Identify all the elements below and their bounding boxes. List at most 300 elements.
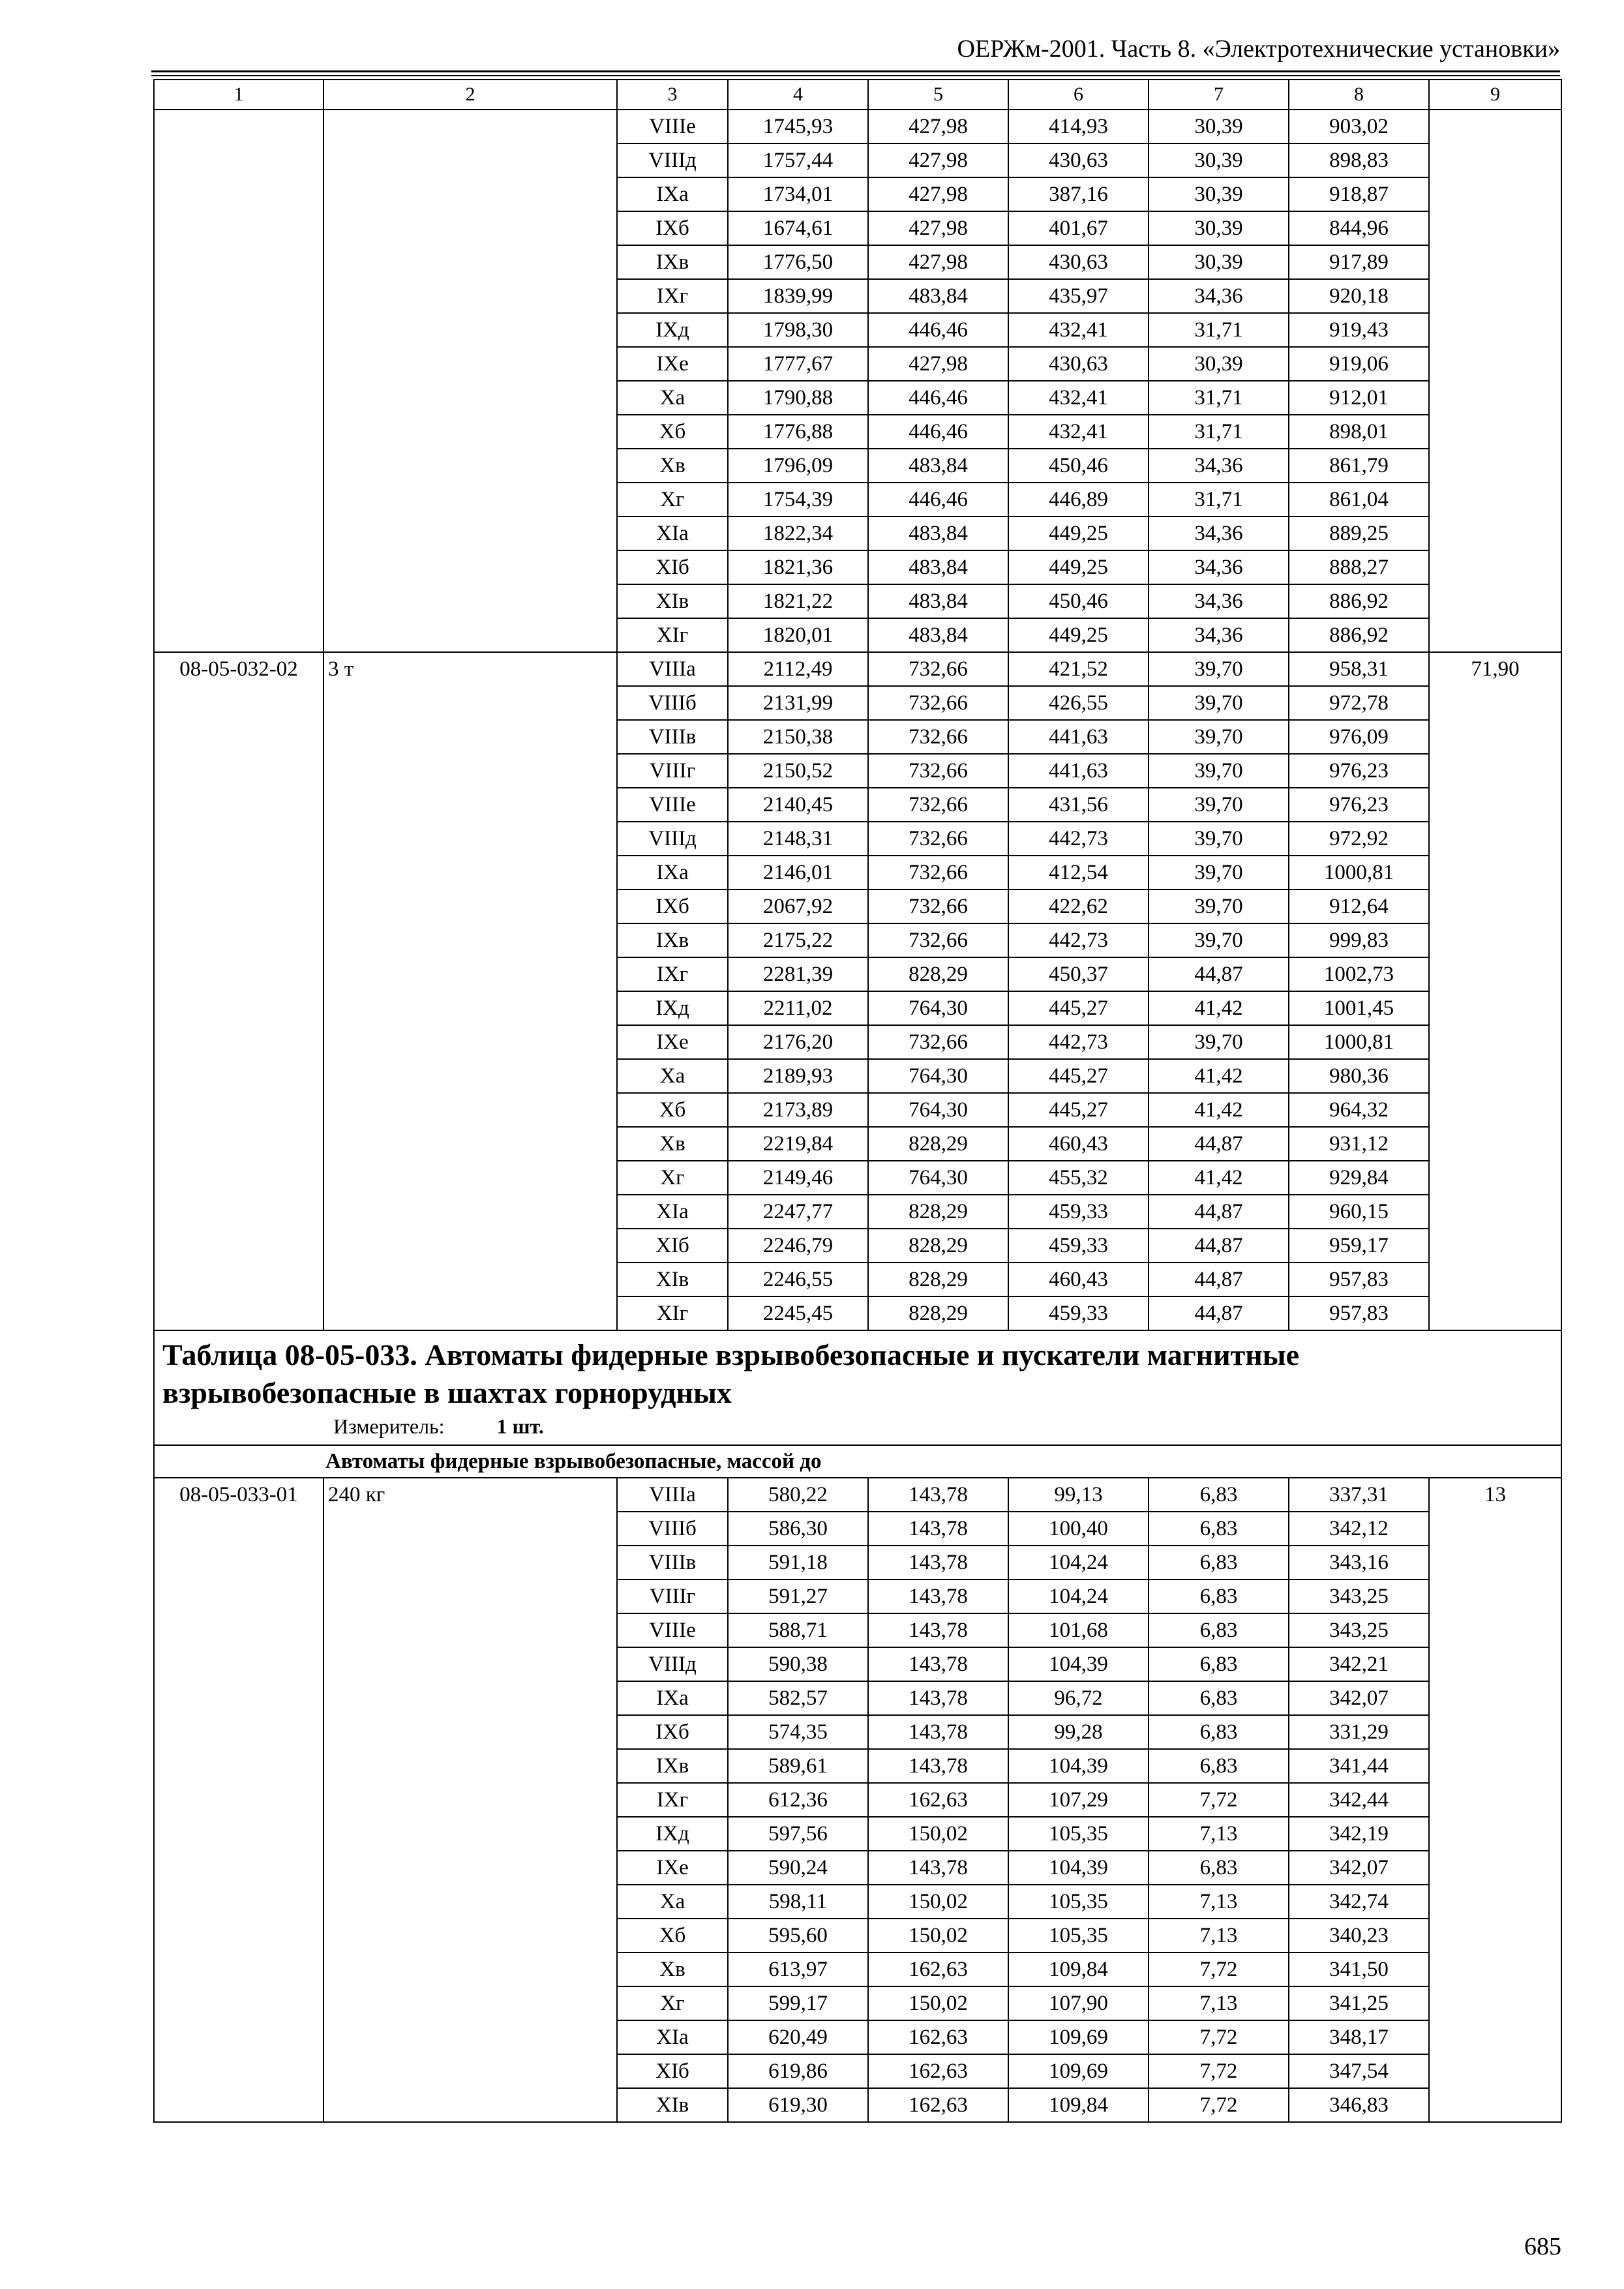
value-cell: 828,29 xyxy=(868,1296,1008,1330)
value-cell: 430,63 xyxy=(1008,143,1149,177)
value-cell: 7,72 xyxy=(1149,1952,1289,1986)
subheading-row xyxy=(154,1445,1561,1478)
code-cell: 08-05-033-01 xyxy=(154,1478,323,2122)
value-cell: VIIIв xyxy=(617,1546,728,1579)
value-cell: Xа xyxy=(617,381,728,415)
subheading: Автоматы фидерные взрывобезопасные, массой до xyxy=(154,1445,1561,1478)
value-cell: 342,12 xyxy=(1289,1512,1429,1546)
value-cell: 331,29 xyxy=(1289,1715,1429,1749)
value-cell: 1002,73 xyxy=(1289,957,1429,991)
value-cell: 2246,79 xyxy=(728,1229,868,1263)
value-cell: 919,06 xyxy=(1289,347,1429,381)
value-cell: 598,11 xyxy=(728,1885,868,1919)
value-cell: 101,68 xyxy=(1008,1613,1149,1647)
value-cell: 44,87 xyxy=(1149,1229,1289,1263)
value-cell: 960,15 xyxy=(1289,1195,1429,1229)
value-cell: 100,40 xyxy=(1008,1512,1149,1546)
value-cell: 6,83 xyxy=(1149,1478,1289,1512)
value-cell: VIIIг xyxy=(617,754,728,788)
value-cell: VIIIа xyxy=(617,1478,728,1512)
value-cell: XIв xyxy=(617,584,728,618)
value-cell: 976,23 xyxy=(1289,788,1429,822)
value-cell: VIIIе xyxy=(617,1613,728,1647)
value-cell: IXе xyxy=(617,1025,728,1059)
value-cell: 597,56 xyxy=(728,1817,868,1851)
value-cell: 1754,39 xyxy=(728,483,868,516)
value-cell: Xб xyxy=(617,1919,728,1952)
value-cell: 39,70 xyxy=(1149,856,1289,890)
value-cell: 898,01 xyxy=(1289,415,1429,449)
value-cell: 432,41 xyxy=(1008,381,1149,415)
value-cell: 431,56 xyxy=(1008,788,1149,822)
value-cell: 1777,67 xyxy=(728,347,868,381)
value-cell: 6,83 xyxy=(1149,1681,1289,1715)
value-cell: 6,83 xyxy=(1149,1613,1289,1647)
value-cell: 1000,81 xyxy=(1289,1025,1429,1059)
value-cell: 347,54 xyxy=(1289,2054,1429,2088)
table-title-row xyxy=(154,1330,1561,1445)
value-cell: 150,02 xyxy=(868,1885,1008,1919)
value-cell: 6,83 xyxy=(1149,1715,1289,1749)
code-cell xyxy=(154,110,323,652)
value-cell: 619,30 xyxy=(728,2088,868,2122)
value-cell: 957,83 xyxy=(1289,1263,1429,1296)
value-cell: 828,29 xyxy=(868,1263,1008,1296)
value-cell: 1820,01 xyxy=(728,618,868,652)
value-cell: 591,27 xyxy=(728,1579,868,1613)
value-cell: 2148,31 xyxy=(728,822,868,856)
table-row xyxy=(154,652,1561,686)
measure-value: 1 шт. xyxy=(496,1414,544,1438)
value-cell: XIг xyxy=(617,618,728,652)
value-cell: Xв xyxy=(617,1127,728,1161)
value-cell: 441,63 xyxy=(1008,754,1149,788)
value-cell: 931,12 xyxy=(1289,1127,1429,1161)
value-cell: Xа xyxy=(617,1885,728,1919)
table-row xyxy=(154,1478,1561,1512)
value-cell: 1822,34 xyxy=(728,516,868,550)
value-cell: 109,84 xyxy=(1008,1952,1149,1986)
value-cell: 920,18 xyxy=(1289,279,1429,313)
value-cell: 6,83 xyxy=(1149,1851,1289,1885)
value-cell: 976,23 xyxy=(1289,754,1429,788)
value-cell: 39,70 xyxy=(1149,890,1289,923)
value-cell: IXв xyxy=(617,923,728,957)
column-number-row xyxy=(154,80,1561,110)
table-title: Таблица 08-05-033. Автоматы фидерные взрывобезопасные и пускатели магнитные взрывобезопасные в шахтах горнорудных xyxy=(162,1338,1300,1409)
value-cell: 732,66 xyxy=(868,720,1008,754)
value-cell: 483,84 xyxy=(868,618,1008,652)
value-cell: 582,57 xyxy=(728,1681,868,1715)
value-cell: 599,17 xyxy=(728,1986,868,2020)
value-cell: 30,39 xyxy=(1149,347,1289,381)
value-cell: 2246,55 xyxy=(728,1263,868,1296)
value-cell: 342,07 xyxy=(1289,1851,1429,1885)
value-cell: 162,63 xyxy=(868,1783,1008,1817)
value-cell: 342,74 xyxy=(1289,1885,1429,1919)
value-cell: 2173,89 xyxy=(728,1093,868,1127)
value-cell: 6,83 xyxy=(1149,1579,1289,1613)
value-cell: 7,72 xyxy=(1149,2054,1289,2088)
value-cell: 430,63 xyxy=(1008,245,1149,279)
value-cell: 828,29 xyxy=(868,1195,1008,1229)
value-cell: 844,96 xyxy=(1289,211,1429,245)
value-cell: 886,92 xyxy=(1289,618,1429,652)
value-cell: 348,17 xyxy=(1289,2020,1429,2054)
value-cell: 7,13 xyxy=(1149,1817,1289,1851)
value-cell: XIа xyxy=(617,2020,728,2054)
column-number: 6 xyxy=(1008,80,1149,110)
value-cell: 34,36 xyxy=(1149,449,1289,483)
table-row xyxy=(154,110,1561,143)
value-cell: 432,41 xyxy=(1008,313,1149,347)
value-cell: 143,78 xyxy=(868,1478,1008,1512)
value-cell: VIIIд xyxy=(617,143,728,177)
header-rule-thin xyxy=(151,75,1560,76)
value-cell: 886,92 xyxy=(1289,584,1429,618)
value-cell: 41,42 xyxy=(1149,1161,1289,1195)
value-cell: 446,46 xyxy=(868,381,1008,415)
value-cell: XIа xyxy=(617,516,728,550)
value-cell: Xб xyxy=(617,415,728,449)
value-cell: 591,18 xyxy=(728,1546,868,1579)
value-cell: 401,67 xyxy=(1008,211,1149,245)
value-cell: 427,98 xyxy=(868,110,1008,143)
extra-cell xyxy=(1429,110,1561,652)
value-cell: 107,90 xyxy=(1008,1986,1149,2020)
value-cell: 34,36 xyxy=(1149,550,1289,584)
value-cell: 441,63 xyxy=(1008,720,1149,754)
value-cell: 2219,84 xyxy=(728,1127,868,1161)
value-cell: 828,29 xyxy=(868,957,1008,991)
value-cell: 2150,52 xyxy=(728,754,868,788)
value-cell: 999,83 xyxy=(1289,923,1429,957)
value-cell: 764,30 xyxy=(868,1059,1008,1093)
value-cell: Xб xyxy=(617,1093,728,1127)
value-cell: VIIIд xyxy=(617,1647,728,1681)
value-cell: 41,42 xyxy=(1149,991,1289,1025)
value-cell: 44,87 xyxy=(1149,1263,1289,1296)
value-cell: 162,63 xyxy=(868,2054,1008,2088)
value-cell: 427,98 xyxy=(868,245,1008,279)
value-cell: Xа xyxy=(617,1059,728,1093)
value-cell: IXа xyxy=(617,1681,728,1715)
value-cell: 30,39 xyxy=(1149,245,1289,279)
value-cell: 34,36 xyxy=(1149,279,1289,313)
value-cell: 99,28 xyxy=(1008,1715,1149,1749)
value-cell: 104,39 xyxy=(1008,1647,1149,1681)
value-cell: 430,63 xyxy=(1008,347,1149,381)
value-cell: XIг xyxy=(617,1296,728,1330)
value-cell: 828,29 xyxy=(868,1127,1008,1161)
value-cell: 483,84 xyxy=(868,584,1008,618)
value-cell: 1674,61 xyxy=(728,211,868,245)
value-cell: 732,66 xyxy=(868,788,1008,822)
value-cell: 2247,77 xyxy=(728,1195,868,1229)
column-number: 9 xyxy=(1429,80,1561,110)
value-cell: 442,73 xyxy=(1008,822,1149,856)
value-cell: VIIIд xyxy=(617,822,728,856)
page-number: 685 xyxy=(1524,2233,1561,2260)
price-table xyxy=(153,79,1562,2123)
value-cell: 442,73 xyxy=(1008,1025,1149,1059)
value-cell: 162,63 xyxy=(868,2088,1008,2122)
value-cell: 959,17 xyxy=(1289,1229,1429,1263)
value-cell: VIIIа xyxy=(617,652,728,686)
value-cell: 39,70 xyxy=(1149,720,1289,754)
value-cell: 589,61 xyxy=(728,1749,868,1783)
value-cell: 1821,36 xyxy=(728,550,868,584)
value-cell: 31,71 xyxy=(1149,381,1289,415)
value-cell: 342,21 xyxy=(1289,1647,1429,1681)
value-cell: IXг xyxy=(617,279,728,313)
value-cell: 460,43 xyxy=(1008,1263,1149,1296)
value-cell: 459,33 xyxy=(1008,1195,1149,1229)
value-cell: 450,37 xyxy=(1008,957,1149,991)
value-cell: 460,43 xyxy=(1008,1127,1149,1161)
value-cell: 342,44 xyxy=(1289,1783,1429,1817)
value-cell: 109,84 xyxy=(1008,2088,1149,2122)
measure-label: Измеритель: xyxy=(333,1414,445,1438)
value-cell: 732,66 xyxy=(868,686,1008,720)
value-cell: 919,43 xyxy=(1289,313,1429,347)
value-cell: VIIIе xyxy=(617,110,728,143)
extra-cell: 13 xyxy=(1429,1478,1561,2122)
value-cell: 446,46 xyxy=(868,483,1008,516)
value-cell: 912,64 xyxy=(1289,890,1429,923)
value-cell: 143,78 xyxy=(868,1647,1008,1681)
value-cell: 7,72 xyxy=(1149,2020,1289,2054)
value-cell: 30,39 xyxy=(1149,143,1289,177)
value-cell: 445,27 xyxy=(1008,991,1149,1025)
value-cell: 343,25 xyxy=(1289,1579,1429,1613)
value-cell: 450,46 xyxy=(1008,449,1149,483)
value-cell: 34,36 xyxy=(1149,584,1289,618)
value-cell: XIб xyxy=(617,2054,728,2088)
value-cell: XIв xyxy=(617,1263,728,1296)
value-cell: 483,84 xyxy=(868,550,1008,584)
value-cell: 957,83 xyxy=(1289,1296,1429,1330)
value-cell: 595,60 xyxy=(728,1919,868,1952)
value-cell: IXе xyxy=(617,347,728,381)
value-cell: 343,25 xyxy=(1289,1613,1429,1647)
value-cell: 7,72 xyxy=(1149,2088,1289,2122)
value-cell: 590,24 xyxy=(728,1851,868,1885)
value-cell: 764,30 xyxy=(868,1161,1008,1195)
value-cell: 580,22 xyxy=(728,1478,868,1512)
column-number: 4 xyxy=(728,80,868,110)
value-cell: 143,78 xyxy=(868,1512,1008,1546)
value-cell: 104,39 xyxy=(1008,1749,1149,1783)
value-cell: 34,36 xyxy=(1149,618,1289,652)
value-cell: 427,98 xyxy=(868,347,1008,381)
value-cell: 109,69 xyxy=(1008,2054,1149,2088)
value-cell: 917,89 xyxy=(1289,245,1429,279)
value-cell: 2067,92 xyxy=(728,890,868,923)
value-cell: 34,36 xyxy=(1149,516,1289,550)
value-cell: Xв xyxy=(617,1952,728,1986)
value-cell: Xг xyxy=(617,1161,728,1195)
value-cell: 619,86 xyxy=(728,2054,868,2088)
value-cell: 972,92 xyxy=(1289,822,1429,856)
value-cell: 39,70 xyxy=(1149,1025,1289,1059)
value-cell: 861,04 xyxy=(1289,483,1429,516)
value-cell: 732,66 xyxy=(868,754,1008,788)
value-cell: 44,87 xyxy=(1149,1296,1289,1330)
value-cell: 342,07 xyxy=(1289,1681,1429,1715)
value-cell: IXе xyxy=(617,1851,728,1885)
value-cell: XIа xyxy=(617,1195,728,1229)
value-cell: 7,72 xyxy=(1149,1783,1289,1817)
value-cell: IXв xyxy=(617,1749,728,1783)
value-cell: 414,93 xyxy=(1008,110,1149,143)
value-cell: 150,02 xyxy=(868,1919,1008,1952)
value-cell: 612,36 xyxy=(728,1783,868,1817)
value-cell: 732,66 xyxy=(868,890,1008,923)
value-cell: 613,97 xyxy=(728,1952,868,1986)
value-cell: 341,44 xyxy=(1289,1749,1429,1783)
value-cell: IXд xyxy=(617,991,728,1025)
column-number: 3 xyxy=(617,80,728,110)
value-cell: 2140,45 xyxy=(728,788,868,822)
value-cell: VIIIв xyxy=(617,720,728,754)
column-number: 1 xyxy=(154,80,323,110)
value-cell: IXд xyxy=(617,313,728,347)
value-cell: 483,84 xyxy=(868,279,1008,313)
value-cell: 39,70 xyxy=(1149,923,1289,957)
value-cell: IXб xyxy=(617,211,728,245)
value-cell: 342,19 xyxy=(1289,1817,1429,1851)
value-cell: 732,66 xyxy=(868,856,1008,890)
name-cell: 240 кг xyxy=(323,1478,617,2122)
value-cell: 143,78 xyxy=(868,1613,1008,1647)
column-number: 8 xyxy=(1289,80,1429,110)
value-cell: 346,83 xyxy=(1289,2088,1429,2122)
value-cell: 31,71 xyxy=(1149,483,1289,516)
name-cell xyxy=(323,110,617,652)
value-cell: 590,38 xyxy=(728,1647,868,1681)
value-cell: 143,78 xyxy=(868,1579,1008,1613)
value-cell: 732,66 xyxy=(868,822,1008,856)
column-number: 7 xyxy=(1149,80,1289,110)
value-cell: 586,30 xyxy=(728,1512,868,1546)
value-cell: 162,63 xyxy=(868,1952,1008,1986)
value-cell: 449,25 xyxy=(1008,516,1149,550)
value-cell: 6,83 xyxy=(1149,1647,1289,1681)
value-cell: 958,31 xyxy=(1289,652,1429,686)
table2-body xyxy=(154,1330,1561,2122)
value-cell: 343,16 xyxy=(1289,1546,1429,1579)
value-cell: IXа xyxy=(617,177,728,211)
value-cell: 143,78 xyxy=(868,1715,1008,1749)
value-cell: 99,13 xyxy=(1008,1478,1149,1512)
value-cell: IXб xyxy=(617,1715,728,1749)
header-rule xyxy=(151,70,1560,72)
value-cell: 732,66 xyxy=(868,1025,1008,1059)
value-cell: 105,35 xyxy=(1008,1885,1149,1919)
value-cell: 1757,44 xyxy=(728,143,868,177)
value-cell: 446,46 xyxy=(868,313,1008,347)
value-cell: 2131,99 xyxy=(728,686,868,720)
value-cell: 976,09 xyxy=(1289,720,1429,754)
value-cell: 912,01 xyxy=(1289,381,1429,415)
value-cell: IXб xyxy=(617,890,728,923)
value-cell: IXг xyxy=(617,1783,728,1817)
code-cell: 08-05-032-02 xyxy=(154,652,323,1330)
table-title-cell xyxy=(154,1330,1561,1445)
value-cell: IXа xyxy=(617,856,728,890)
value-cell: 889,25 xyxy=(1289,516,1429,550)
value-cell: 764,30 xyxy=(868,1093,1008,1127)
value-cell: 2245,45 xyxy=(728,1296,868,1330)
value-cell: 1798,30 xyxy=(728,313,868,347)
value-cell: 732,66 xyxy=(868,652,1008,686)
running-header: ОЕРЖм-2001. Часть 8. «Электротехнические установки» xyxy=(957,35,1560,63)
value-cell: 888,27 xyxy=(1289,550,1429,584)
value-cell: 31,71 xyxy=(1149,313,1289,347)
value-cell: 109,69 xyxy=(1008,2020,1149,2054)
value-cell: 828,29 xyxy=(868,1229,1008,1263)
value-cell: 6,83 xyxy=(1149,1512,1289,1546)
column-number: 2 xyxy=(323,80,617,110)
value-cell: VIIIб xyxy=(617,686,728,720)
value-cell: 2189,93 xyxy=(728,1059,868,1093)
value-cell: Xв xyxy=(617,449,728,483)
value-cell: 442,73 xyxy=(1008,923,1149,957)
value-cell: 30,39 xyxy=(1149,211,1289,245)
value-cell: 2281,39 xyxy=(728,957,868,991)
value-cell: 972,78 xyxy=(1289,686,1429,720)
value-cell: VIIIе xyxy=(617,788,728,822)
value-cell: 903,02 xyxy=(1289,110,1429,143)
value-cell: XIб xyxy=(617,550,728,584)
value-cell: 427,98 xyxy=(868,143,1008,177)
value-cell: 105,35 xyxy=(1008,1817,1149,1851)
value-cell: Xг xyxy=(617,1986,728,2020)
value-cell: 39,70 xyxy=(1149,754,1289,788)
value-cell: 918,87 xyxy=(1289,177,1429,211)
value-cell: 574,35 xyxy=(728,1715,868,1749)
value-cell: 39,70 xyxy=(1149,686,1289,720)
value-cell: XIв xyxy=(617,2088,728,2122)
value-cell: IXв xyxy=(617,245,728,279)
value-cell: 30,39 xyxy=(1149,177,1289,211)
value-cell: 483,84 xyxy=(868,449,1008,483)
value-cell: 341,50 xyxy=(1289,1952,1429,1986)
value-cell: 483,84 xyxy=(868,516,1008,550)
name-cell: 3 т xyxy=(323,652,617,1330)
value-cell: 39,70 xyxy=(1149,788,1289,822)
value-cell: 980,36 xyxy=(1289,1059,1429,1093)
value-cell: 421,52 xyxy=(1008,652,1149,686)
value-cell: 340,23 xyxy=(1289,1919,1429,1952)
value-cell: 39,70 xyxy=(1149,822,1289,856)
value-cell: 41,42 xyxy=(1149,1093,1289,1127)
value-cell: 44,87 xyxy=(1149,957,1289,991)
value-cell: 449,25 xyxy=(1008,550,1149,584)
value-cell: 2175,22 xyxy=(728,923,868,957)
value-cell: 898,83 xyxy=(1289,143,1429,177)
value-cell: 459,33 xyxy=(1008,1229,1149,1263)
value-cell: 7,13 xyxy=(1149,1986,1289,2020)
value-cell: 44,87 xyxy=(1149,1127,1289,1161)
value-cell: 2146,01 xyxy=(728,856,868,890)
value-cell: 143,78 xyxy=(868,1681,1008,1715)
value-cell: 1776,88 xyxy=(728,415,868,449)
value-cell: 143,78 xyxy=(868,1851,1008,1885)
value-cell: 929,84 xyxy=(1289,1161,1429,1195)
value-cell: Xг xyxy=(617,483,728,516)
